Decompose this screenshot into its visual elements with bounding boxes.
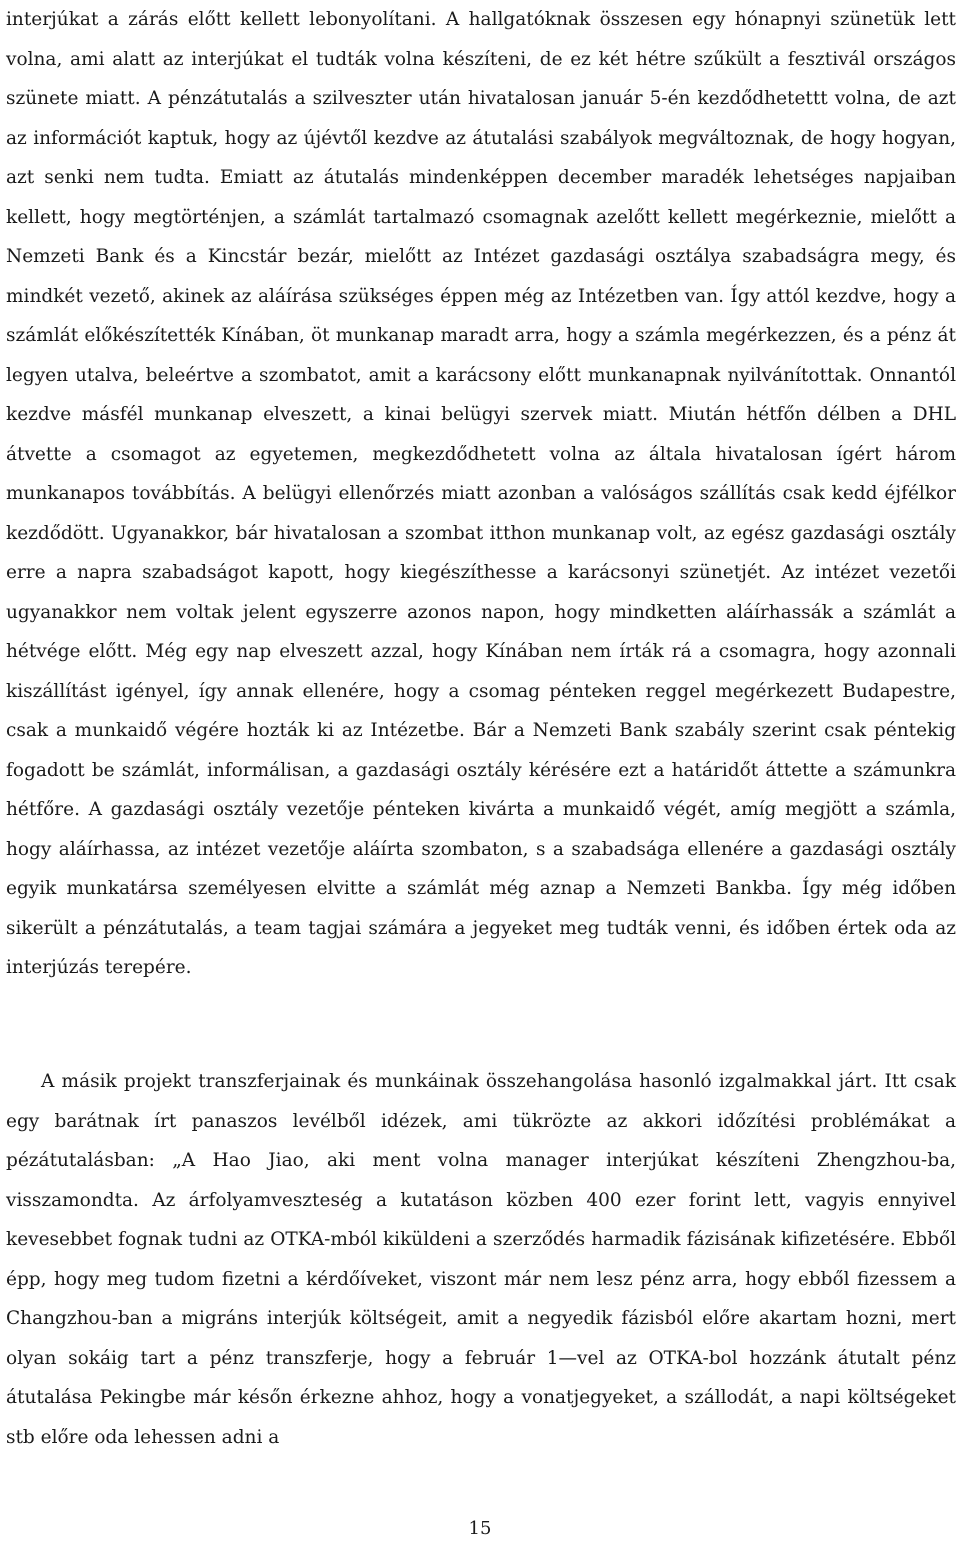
body-paragraph-2: A másik projekt transzferjainak és munkáinak összehangolása hasonló izgalmakkal járt. Itt csak egy barátnak írt panaszos levélből idézek, ami tükrözte az akkori időzítési problémákat a pézátutalásban: „A Hao Jiao, aki ment volna manager interjúkat készíteni Zhengzhou-ba, visszamondta. Az árfolyamveszteség a kutatáson közben 400 ezer forint lett, vagyis ennyivel kevesebbet fognak tudni az OTKA-mból kiküldeni a szerződés harmadik fázisának kifizetésére. Ebből épp, hogy meg tudom fizetni a kérdőíveket, viszont már nem lesz pénz arra, hogy ebből fizessem a Changzhou-ban a migráns interjúk költségeit, amit a negyedik fázisból előre akartam hozni, mert olyan sokáig tart a pénz transzferje, hogy a február 1—vel az OTKA-bol hozzánk átutalt pénz átutalása Pekingbe már későn érkezne ahhoz, hogy a vonatjegyeket, a szállodát, a napi költségeket stb előre oda lehessen adni a: [6, 1071, 956, 1448]
page-number: 15: [468, 1518, 492, 1539]
body-paragraph-1: interjúkat a zárás előtt kellett lebonyolítani. A hallgatóknak összesen egy hónapnyi szünetük lett volna, ami alatt az interjúkat el tudták volna készíteni, de ez két hétre szűkült a fesztivál országos szünete miatt. A pénzátutalás a szilveszter után hivatalosan január 5-én kezdődhetettt volna, de azt az információt kaptuk, hogy az újévtől kezdve az átutalási szabályok megváltoznak, de hogy hogyan, azt senki nem tudta. Emiatt az átutalás mindenképpen december maradék lehetséges napjaiban kellett, hogy megtörténjen, a számlát tartalmazó csomagnak azelőtt kellett megérkeznie, mielőtt a Nemzeti Bank és a Kincstár bezár, mielőtt az Intézet gazdasági osztálya szabadságra megy, és mindkét vezető, akinek az aláírása szükséges éppen még az Intézetben van. Így attól kezdve, hogy a számlát előkészítették Kínában, öt munkanap maradt arra, hogy a számla megérkezzen, és a pénz át legyen utalva, beleértve a szombatot, amit a karácsony előtt munkanapnak nyilvánítottak. Onnantól kezdve másfél munkanap elveszett, a kinai belügyi szervek miatt. Miután hétfőn délben a DHL átvette a csomagot az egyetemen, megkezdődhetett volna az általa hivatalosan ígért három munkanapos továbbítás. A belügyi ellenőrzés miatt azonban a valóságos szállítás csak kedd éjfélkor kezdődött. Ugyanakkor, bár hivatalosan a szombat itthon munkanap volt, az egész gazdasági osztály erre a napra szabadságot kapott, hogy kiegészíthesse a karácsonyi szünetjét. Az intézet vezetői ugyanakkor nem voltak jelent egyszerre azonos napon, hogy mindketten aláírhassák a számlát a hétvége előtt. Még egy nap elveszett azzal, hogy Kínában nem írták rá a csomagra, hogy azonnali kiszállítást igényel, így annak ellenére, hogy a csomag pénteken reggel megérkezett Budapestre, csak a munkaidő végére hozták ki az Intézetbe. Bár a Nemzeti Bank szabály szerint csak péntekig fogadott be számlát, informálisan, a gazdasági osztály kérésére ezt a határidőt áttette a számunkra hétfőre. A gazdasági osztály vezetője pénteken kivárta a munkaidő végét, amíg megjött a számla, hogy aláírhassa, az intézet vezetője aláírta szombaton, s a szabadsága ellenére a gazdasági osztály egyik munkatársa személyesen elvitte a számlát még aznap a Nemzeti Bankba. Így még időben sikerült a pénzátutalás, a team tagjai számára a jegyeket meg tudták venni, és időben értek oda az interjúzás terepére.: [6, 9, 956, 978]
